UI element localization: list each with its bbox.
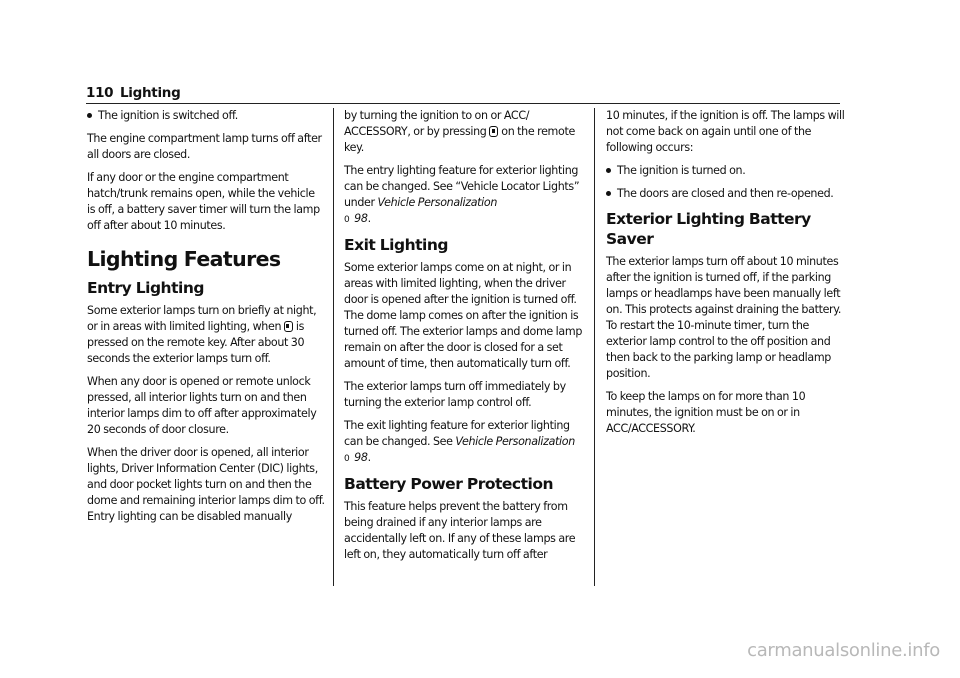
cross-reference-link[interactable]: Vehicle Personalization <box>455 435 575 448</box>
paragraph: The engine compartment lamp turns off after all doors are closed. <box>87 132 322 161</box>
page-reference-number[interactable]: 98 <box>354 451 368 464</box>
paragraph: Some exterior lamps turn on briefly at night, or in areas with limited lighting, when is pressed on the remote key. After about 30 seconds the exterior lamps turn off. <box>87 304 317 365</box>
paragraph: by turning the ignition to on or ACC/ ACCESSORY, or by pressing on the remote key. <box>344 109 575 154</box>
heading-entry-lighting: Entry Lighting <box>87 279 204 297</box>
column-1 <box>87 108 325 532</box>
cross-reference-link[interactable]: Vehicle Personalization <box>377 196 498 209</box>
bullet-icon <box>606 168 611 173</box>
page-header <box>86 84 840 104</box>
paragraph: The exterior lamps turn off immediately by turning the exterior lamp control off. <box>344 380 566 409</box>
watermark: carmanualsonline.info <box>747 640 940 661</box>
lock-key-icon <box>284 321 293 332</box>
column-divider-2 <box>594 108 595 586</box>
paragraph: When the driver door is opened, all interior lights, Driver Information Center (DIC) lights, and door pocket lights turn on and then the dome and remaining interior lamps dim to off. Entry lighting can be disabled manually <box>87 446 325 523</box>
page-reference-number[interactable]: 98 <box>354 212 368 225</box>
paragraph: 10 minutes, if the ignition is off. The lamps will not come back on again until one of the following occurs: <box>606 109 845 154</box>
heading-exterior-lighting-battery-saver: Exterior Lighting Battery Saver <box>606 210 811 248</box>
paragraph: If any door or the engine compartment hatch/trunk remains open, while the vehicle is off, a battery saver timer will turn the lamp off after about 10 minutes. <box>87 171 320 232</box>
paragraph: When any door is opened or remote unlock pressed, all interior lights turn on and then interior lamps dim to off after approximately 20 seconds of door closure. <box>87 375 317 436</box>
column-2 <box>344 108 584 570</box>
section-title: Lighting <box>120 85 181 101</box>
column-3 <box>606 108 846 444</box>
bullet-item: The doors are closed and then re-opened. <box>606 186 846 202</box>
paragraph: To keep the lamps on for more than 10 minutes, the ignition must be on or in ACC/ACCESSORY. <box>606 390 806 435</box>
bullet-icon <box>87 113 92 118</box>
column-divider-1 <box>333 108 334 586</box>
bullet-item: The ignition is turned on. <box>606 163 846 179</box>
heading-lighting-features: Lighting Features <box>87 247 281 271</box>
page-reference-icon: 0 <box>344 454 350 464</box>
heading-battery-power-protection: Battery Power Protection <box>344 475 553 493</box>
bullet-item: The ignition is switched off. <box>87 108 325 124</box>
page-number: 110 <box>86 85 114 101</box>
bullet-icon <box>606 191 611 196</box>
paragraph: The exit lighting feature for exterior lighting can be changed. See Vehicle Personalization 0 98. <box>344 418 584 467</box>
paragraph: Some exterior lamps come on at night, or in areas with limited lighting, when the driver door is opened after the ignition is turned off. The dome lamp comes on after the ignition is turned off. The exterior lamps and dome lamp remain on after the door is closed for a set amount of time, then automatically turn off. <box>344 261 583 370</box>
heading-exit-lighting: Exit Lighting <box>344 236 448 254</box>
paragraph: This feature helps prevent the battery from being drained if any interior lamps are accidentally left on. If any of these lamps are left on, they automatically turn off after <box>344 500 576 561</box>
page-reference-icon: 0 <box>344 215 350 225</box>
paragraph: The exterior lamps turn off about 10 minutes after the ignition is turned off, if the parking lamps or headlamps have been manually left on. This protects against draining the battery. To restart the 10-minute timer, turn the exterior lamp control to the off position and then back to the parking lamp or headlamp position. <box>606 255 842 380</box>
unlock-key-icon <box>489 126 498 137</box>
paragraph: The entry lighting feature for exterior lighting can be changed. See “Vehicle Locator Lights” under Vehicle Personalization 0 98. <box>344 163 584 228</box>
